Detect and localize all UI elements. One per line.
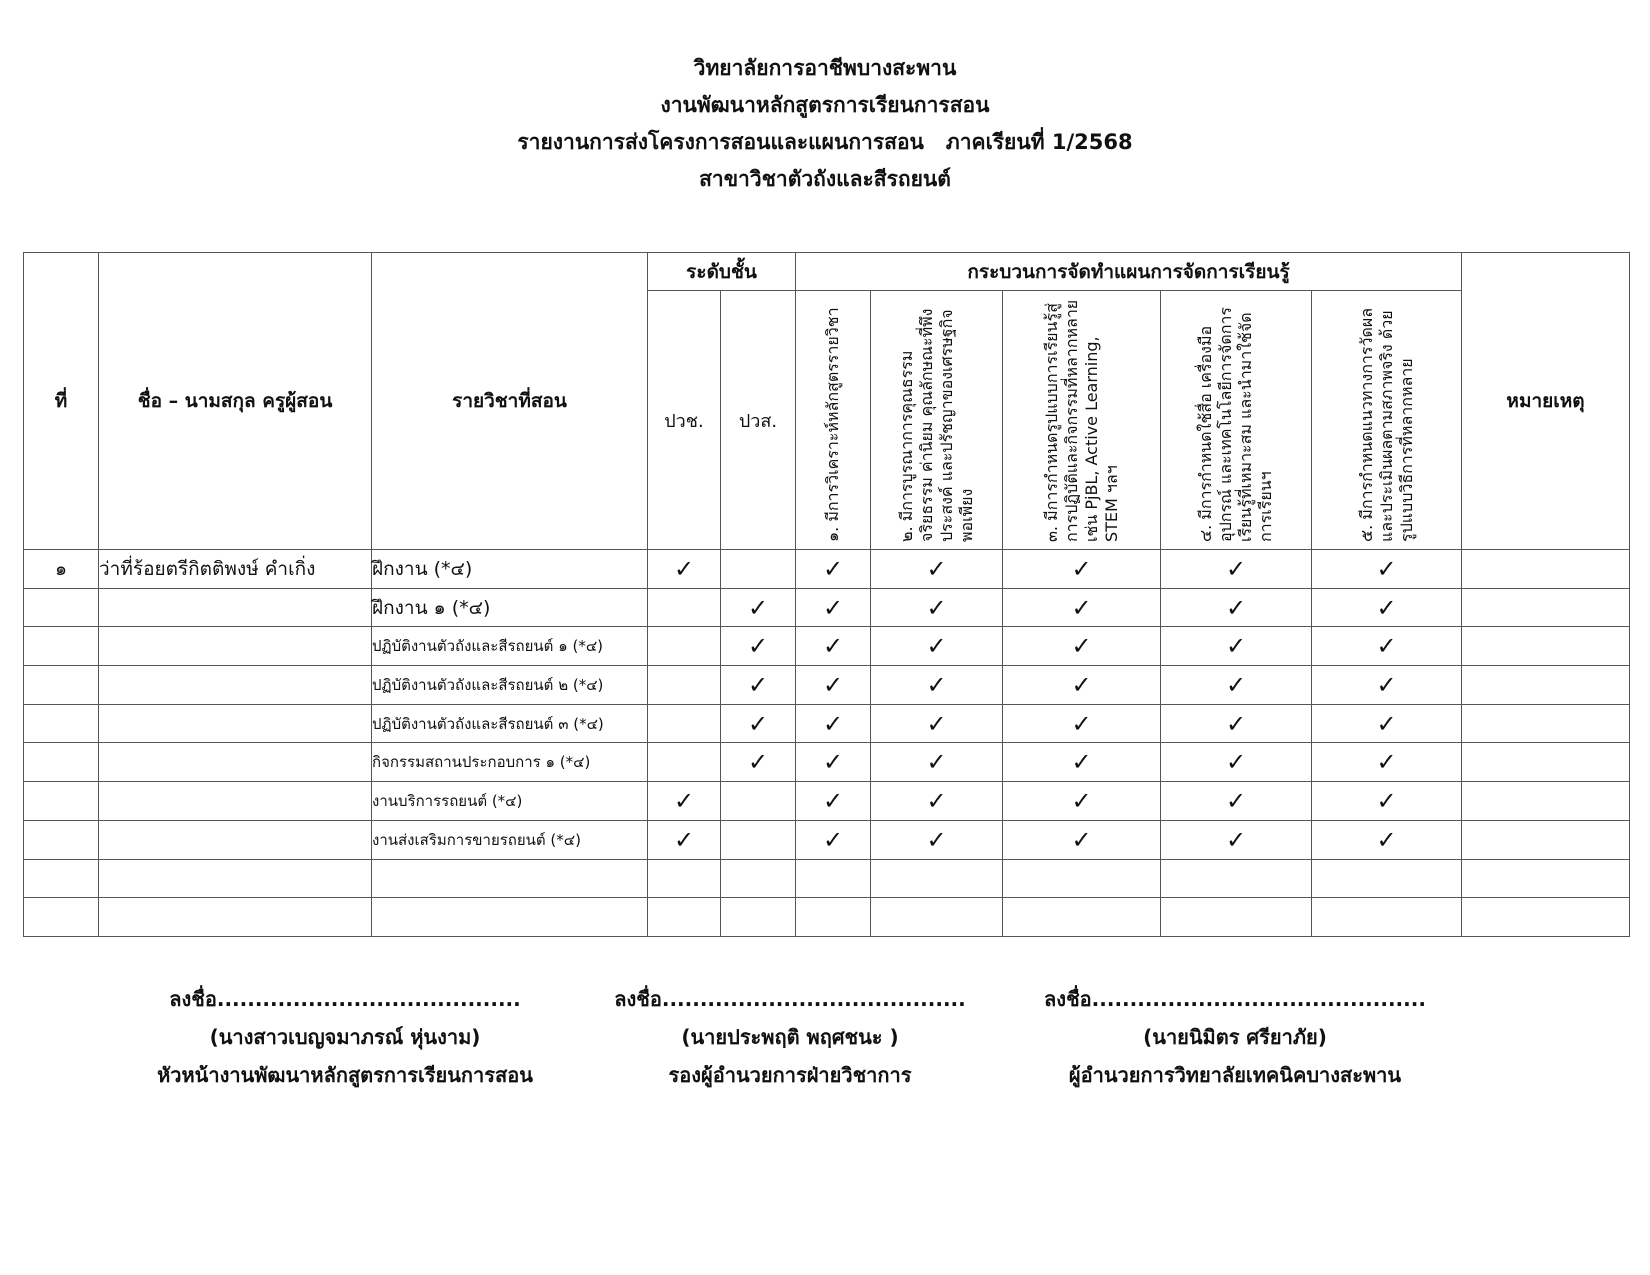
cell-no: [24, 704, 99, 743]
cell-process-4: ✓: [1161, 666, 1312, 705]
cell-remark: [1462, 743, 1630, 782]
cell-level-vocational-cert: ✓: [648, 782, 721, 821]
cell-subject: ปฏิบัติงานตัวถังและสีรถยนต์ ๑ (*๔): [372, 627, 648, 666]
cell-subject: ฝึกงาน (*๔): [372, 550, 648, 589]
cell-teacher: [99, 743, 372, 782]
cell-teacher: ว่าที่ร้อยตรีกิตติพงษ์ คำเกิ่ง: [99, 550, 372, 589]
cell-no: [24, 588, 99, 627]
cell-process-2: ✓: [871, 550, 1003, 589]
cell-teacher: [99, 859, 372, 898]
cell-level-high-vocational-cert: ✓: [721, 627, 796, 666]
header-process-4: [1161, 291, 1312, 550]
cell-process-3: ✓: [1003, 704, 1161, 743]
signature-line: ลงชื่อ........................................: [614, 987, 966, 1011]
cell-subject: [372, 859, 648, 898]
cell-teacher: [99, 627, 372, 666]
report-table: [23, 252, 1630, 937]
cell-subject: ปฏิบัติงานตัวถังและสีรถยนต์ ๒ (*๔): [372, 666, 648, 705]
cell-subject: กิจกรรมสถานประกอบการ ๑ (*๔): [372, 743, 648, 782]
cell-process-4: ✓: [1161, 820, 1312, 859]
cell-process-3: ✓: [1003, 782, 1161, 821]
header-level-vocational-cert: ปวช.: [648, 291, 721, 550]
signer-role: หัวหน้างานพัฒนาหลักสูตรการเรียนการสอน: [157, 1063, 533, 1087]
process-4-label: ๔. มีการกำหนดใช้สื่อ เครื่องมือ อุปกรณ์ และเทคโนโลยีการจัดการเรียนรู้ที่เหมาะสม และนำมาใช้จัดการเรียนฯ: [1196, 306, 1276, 542]
process-2-label: ๒. มีการบูรณาการคุณธรรม จริยธรรม ค่านิยม คุณลักษณะที่พึงประสงค์ และปรัชญาของเศรษฐกิจพอเพียง: [896, 308, 976, 542]
cell-process-3: ✓: [1003, 666, 1161, 705]
cell-process-1: ✓: [796, 550, 871, 589]
cell-subject: [372, 898, 648, 937]
cell-subject: ปฏิบัติงานตัวถังและสีรถยนต์ ๓ (*๔): [372, 704, 648, 743]
cell-process-3: ✓: [1003, 627, 1161, 666]
cell-process-3: ✓: [1003, 743, 1161, 782]
table-row: [24, 859, 1630, 898]
cell-level-high-vocational-cert: ✓: [721, 704, 796, 743]
cell-no: [24, 627, 99, 666]
cell-level-high-vocational-cert: [721, 782, 796, 821]
cell-level-high-vocational-cert: [721, 898, 796, 937]
cell-process-2: ✓: [871, 743, 1003, 782]
cell-remark: [1462, 859, 1630, 898]
signer-role: ผู้อำนวยการวิทยาลัยเทคนิคบางสะพาน: [1068, 1063, 1402, 1087]
cell-process-3: ✓: [1003, 588, 1161, 627]
cell-process-5: ✓: [1312, 743, 1462, 782]
cell-no: [24, 859, 99, 898]
process-5-label: ๕. มีการกำหนดแนวทางการวัดผลและประเมินผลตามสภาพจริง ด้วยรูปแบบวิธีการที่หลากหลาย: [1356, 307, 1416, 542]
header-no: ที่: [24, 253, 99, 550]
cell-process-2: ✓: [871, 627, 1003, 666]
cell-subject: งานบริการรถยนต์ (*๔): [372, 782, 648, 821]
cell-level-vocational-cert: [648, 627, 721, 666]
cell-no: [24, 898, 99, 937]
signature-line: ลงชื่อ........................................: [169, 987, 521, 1011]
cell-process-5: [1312, 859, 1462, 898]
cell-process-3: ✓: [1003, 550, 1161, 589]
cell-level-high-vocational-cert: [721, 550, 796, 589]
cell-remark: [1462, 627, 1630, 666]
cell-level-vocational-cert: [648, 859, 721, 898]
cell-remark: [1462, 820, 1630, 859]
table-row: [24, 666, 1630, 705]
cell-subject: ฝึกงาน ๑ (*๔): [372, 588, 648, 627]
cell-remark: [1462, 588, 1630, 627]
cell-process-2: [871, 898, 1003, 937]
header-subject: รายวิชาที่สอน: [372, 253, 648, 550]
cell-process-2: ✓: [871, 704, 1003, 743]
header-level-high-vocational-cert: ปวส.: [721, 291, 796, 550]
signature-line: ลงชื่อ............................................: [1044, 987, 1426, 1011]
cell-process-2: ✓: [871, 666, 1003, 705]
cell-process-5: ✓: [1312, 782, 1462, 821]
table-row: [24, 588, 1630, 627]
signer-name: (นางสาวเบญจมาภรณ์ หุ่นงาม): [209, 1025, 481, 1049]
cell-no: ๑: [24, 550, 99, 589]
header-process-group: กระบวนการจัดทำแผนการจัดการเรียนรู้: [796, 253, 1462, 291]
cell-remark: [1462, 550, 1630, 589]
cell-process-4: ✓: [1161, 550, 1312, 589]
cell-subject: งานส่งเสริมการขายรถยนต์ (*๔): [372, 820, 648, 859]
cell-process-1: ✓: [796, 588, 871, 627]
cell-no: [24, 782, 99, 821]
table-row: [24, 743, 1630, 782]
cell-process-5: ✓: [1312, 550, 1462, 589]
cell-remark: [1462, 782, 1630, 821]
table-body: [24, 550, 1630, 937]
cell-process-1: ✓: [796, 820, 871, 859]
cell-level-vocational-cert: [648, 588, 721, 627]
signature-block-director: [1025, 980, 1445, 1094]
cell-level-vocational-cert: ✓: [648, 550, 721, 589]
signer-name: (นายนิมิตร ศรียาภัย): [1143, 1025, 1327, 1049]
table-row: [24, 627, 1630, 666]
cell-remark: [1462, 704, 1630, 743]
cell-process-5: [1312, 898, 1462, 937]
cell-process-3: [1003, 859, 1161, 898]
cell-process-5: ✓: [1312, 627, 1462, 666]
cell-teacher: [99, 898, 372, 937]
document-header: [0, 50, 1650, 198]
signer-role: รองผู้อำนวยการฝ่ายวิชาการ: [668, 1063, 912, 1087]
cell-process-1: ✓: [796, 704, 871, 743]
cell-remark: [1462, 898, 1630, 937]
cell-process-2: ✓: [871, 820, 1003, 859]
cell-level-high-vocational-cert: ✓: [721, 666, 796, 705]
cell-level-high-vocational-cert: ✓: [721, 743, 796, 782]
table-row: [24, 782, 1630, 821]
cell-process-5: ✓: [1312, 588, 1462, 627]
table-row: [24, 704, 1630, 743]
signature-block-curriculum-head: [135, 980, 555, 1094]
header-teacher: ชื่อ – นามสกุล ครูผู้สอน: [99, 253, 372, 550]
cell-process-1: ✓: [796, 627, 871, 666]
process-1-label: ๑. มีการวิเคราะห์หลักสูตรรายวิชา: [823, 307, 843, 542]
table-row: [24, 550, 1630, 589]
header-process-2: [871, 291, 1003, 550]
cell-no: [24, 666, 99, 705]
cell-process-4: ✓: [1161, 782, 1312, 821]
cell-level-vocational-cert: [648, 704, 721, 743]
cell-level-vocational-cert: [648, 666, 721, 705]
cell-process-1: [796, 898, 871, 937]
cell-process-1: ✓: [796, 743, 871, 782]
header-process-3: [1003, 291, 1161, 550]
college-name: วิทยาลัยการอาชีพบางสะพาน: [693, 56, 957, 80]
cell-level-vocational-cert: [648, 743, 721, 782]
cell-process-5: ✓: [1312, 820, 1462, 859]
cell-process-4: [1161, 859, 1312, 898]
table-row: [24, 898, 1630, 937]
cell-process-2: ✓: [871, 782, 1003, 821]
cell-teacher: [99, 666, 372, 705]
cell-process-4: ✓: [1161, 704, 1312, 743]
cell-process-5: ✓: [1312, 704, 1462, 743]
process-3-label: ๓. มีการกำหนดรูปแบบการเรียนรู้สู่การปฏิบัติและกิจกรรมที่หลากหลาย เช่น PjBL, Active Learning, STEM ฯลฯ: [1041, 299, 1121, 542]
cell-level-vocational-cert: ✓: [648, 820, 721, 859]
cell-process-4: ✓: [1161, 588, 1312, 627]
cell-no: [24, 820, 99, 859]
cell-remark: [1462, 666, 1630, 705]
header-process-5: [1312, 291, 1462, 550]
cell-level-high-vocational-cert: [721, 820, 796, 859]
semester: ภาคเรียนที่ 1/2568: [945, 130, 1133, 154]
signer-name: (นายประพฤติ พฤศชนะ ): [681, 1025, 899, 1049]
signature-block-deputy-director: [590, 980, 990, 1094]
cell-process-1: [796, 859, 871, 898]
cell-process-3: ✓: [1003, 820, 1161, 859]
cell-process-2: [871, 859, 1003, 898]
cell-process-1: ✓: [796, 782, 871, 821]
cell-process-4: ✓: [1161, 743, 1312, 782]
cell-process-2: ✓: [871, 588, 1003, 627]
cell-teacher: [99, 782, 372, 821]
cell-level-vocational-cert: [648, 898, 721, 937]
cell-teacher: [99, 588, 372, 627]
cell-level-high-vocational-cert: [721, 859, 796, 898]
header-process-1: [796, 291, 871, 550]
cell-no: [24, 743, 99, 782]
header-remark: หมายเหตุ: [1462, 253, 1630, 550]
cell-teacher: [99, 704, 372, 743]
cell-teacher: [99, 820, 372, 859]
cell-process-5: ✓: [1312, 666, 1462, 705]
report-title: [0, 124, 1650, 161]
cell-process-3: [1003, 898, 1161, 937]
cell-process-4: [1161, 898, 1312, 937]
report-title-text: รายงานการส่งโครงการสอนและแผนการสอน: [517, 130, 924, 154]
cell-process-4: ✓: [1161, 627, 1312, 666]
cell-level-high-vocational-cert: ✓: [721, 588, 796, 627]
table-row: [24, 820, 1630, 859]
program-name: สาขาวิชาตัวถังและสีรถยนต์: [699, 167, 951, 191]
cell-process-1: ✓: [796, 666, 871, 705]
department-name: งานพัฒนาหลักสูตรการเรียนการสอน: [660, 93, 990, 117]
header-level-group: ระดับชั้น: [648, 253, 796, 291]
